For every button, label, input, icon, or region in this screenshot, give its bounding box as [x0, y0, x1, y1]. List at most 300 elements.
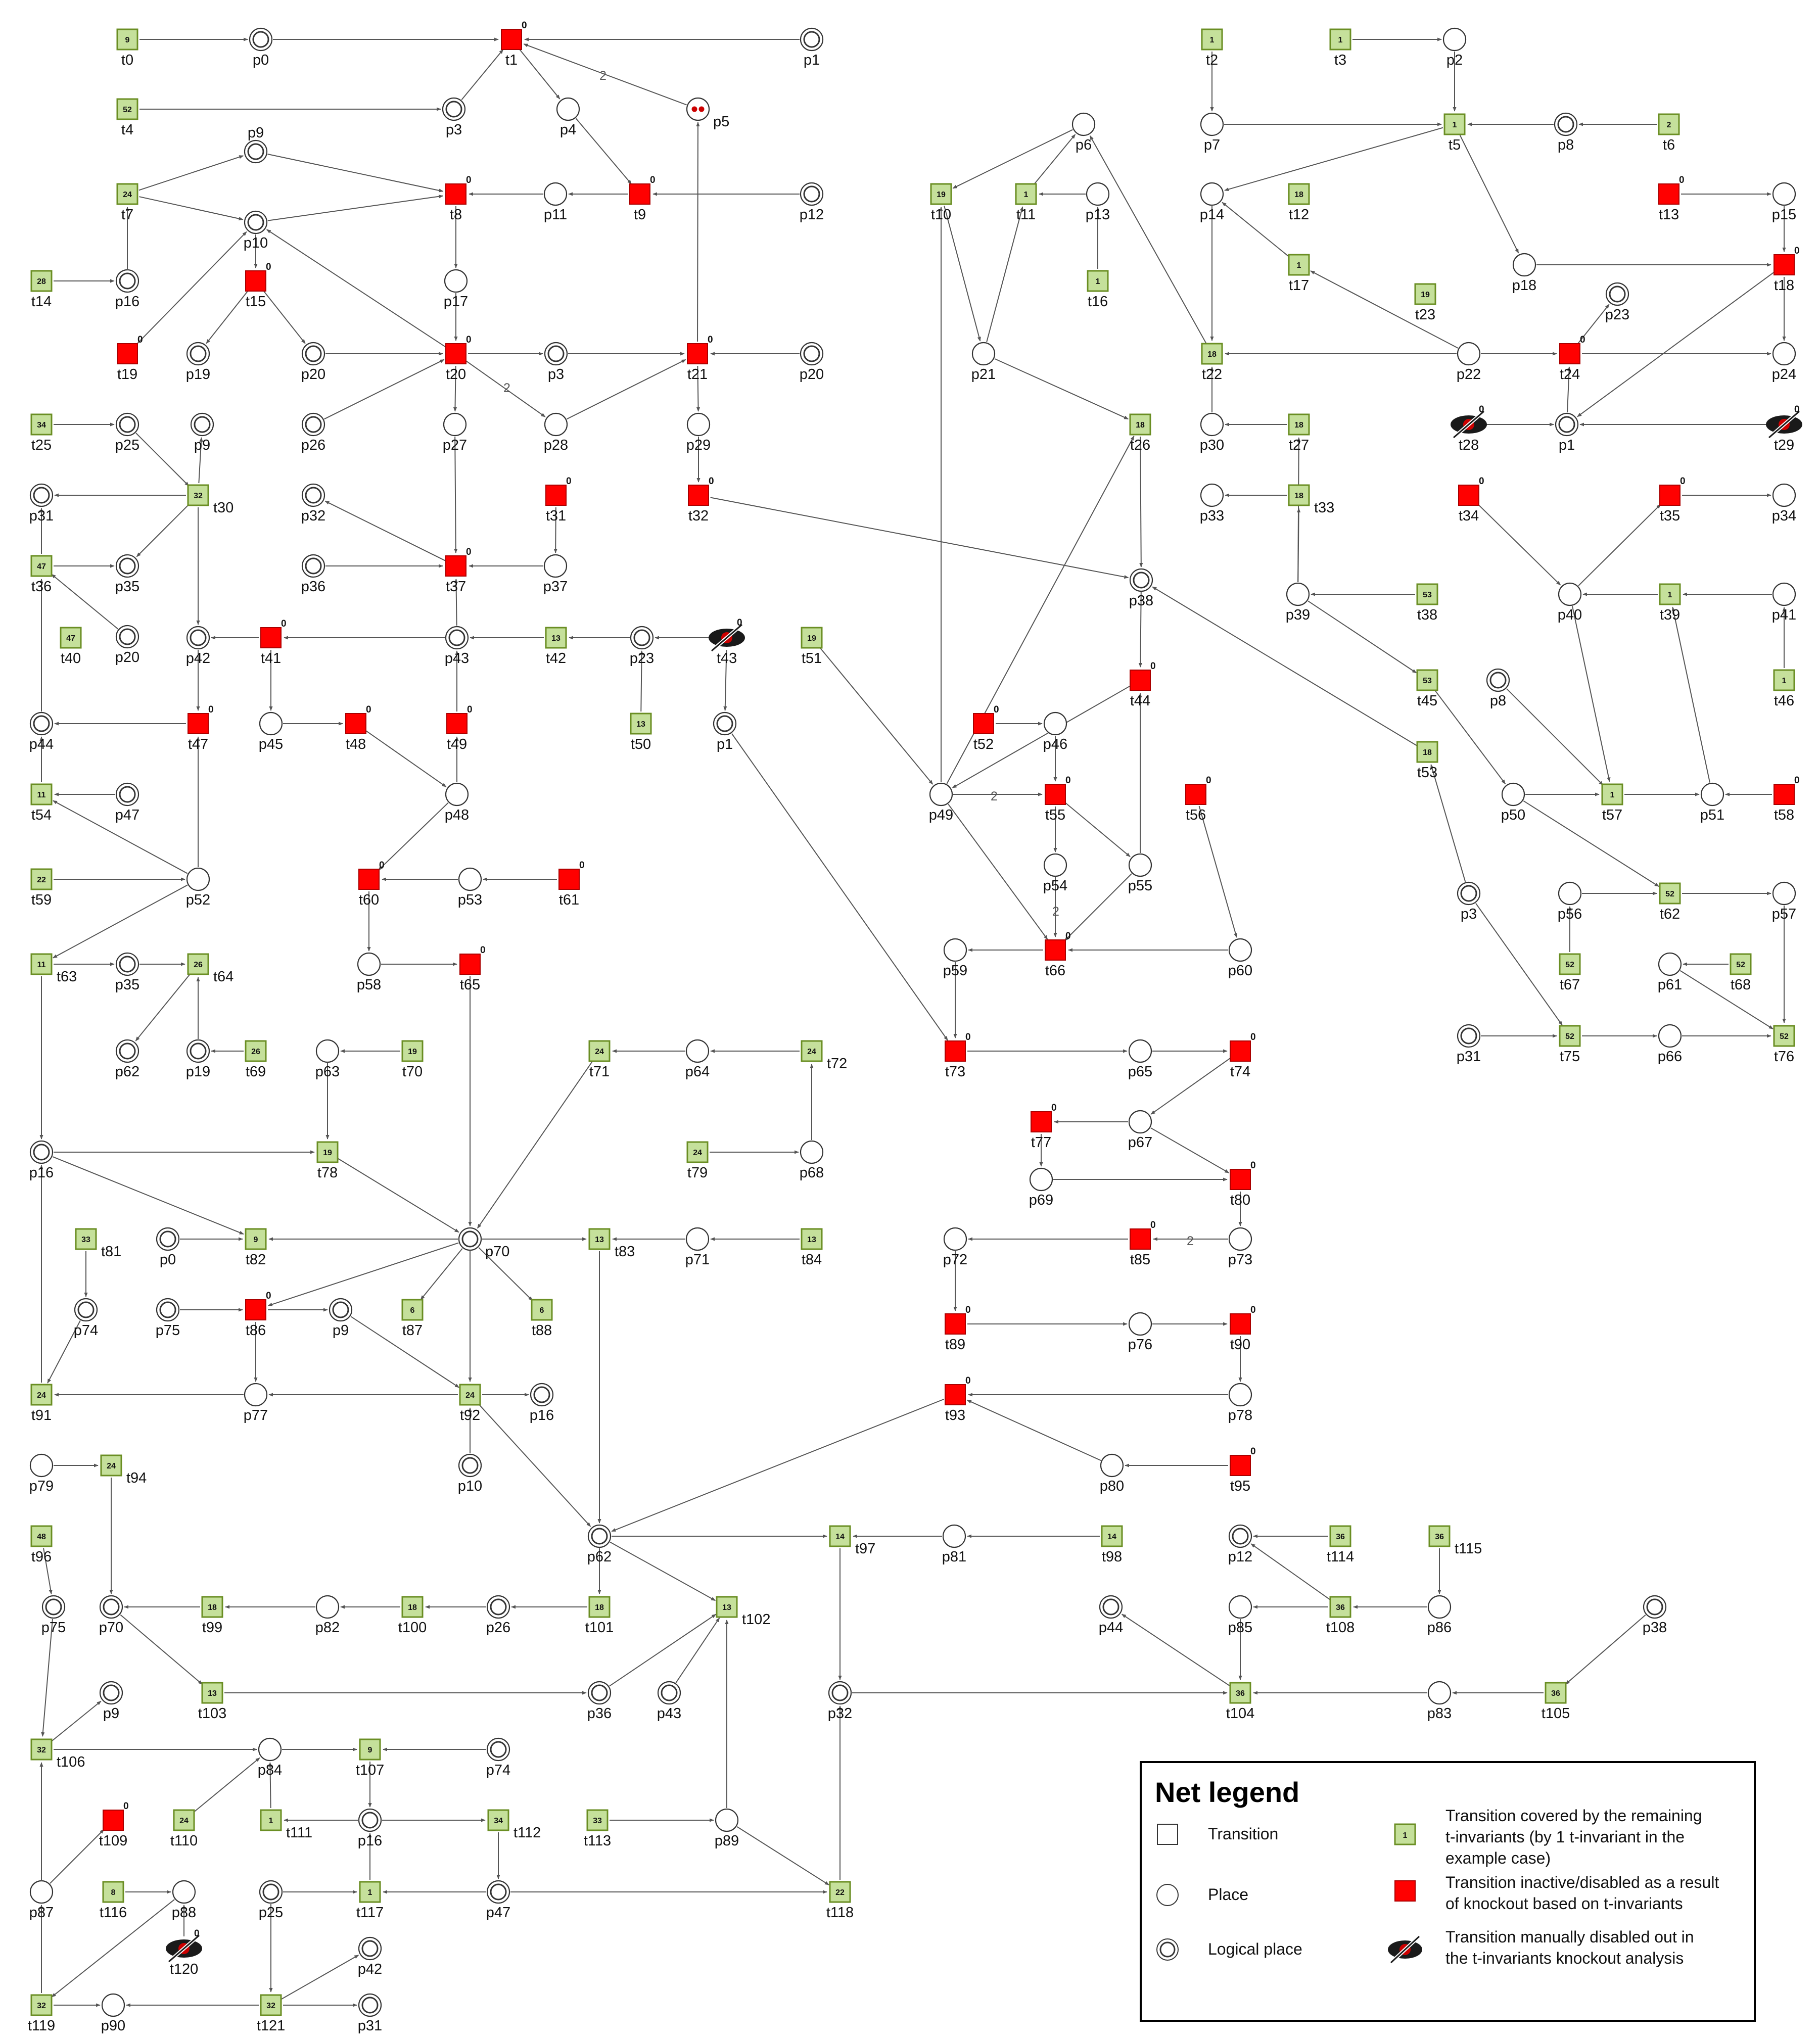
transition-inactive[interactable] — [446, 547, 472, 576]
place[interactable] — [1559, 882, 1581, 905]
invariant-count: 0 — [466, 175, 472, 185]
transition-covered[interactable] — [1330, 29, 1350, 50]
place[interactable] — [1443, 28, 1466, 51]
place[interactable] — [1129, 1313, 1151, 1335]
transition-covered[interactable] — [589, 1041, 610, 1061]
transition-covered[interactable] — [1659, 114, 1679, 134]
place[interactable] — [1201, 113, 1223, 135]
transition-covered[interactable] — [1330, 1526, 1350, 1546]
transition-inactive[interactable] — [1230, 1160, 1256, 1190]
logical-place[interactable] — [443, 98, 465, 120]
invariant-count: 13 — [551, 634, 561, 643]
transition-inactive[interactable] — [1130, 661, 1156, 690]
transition-inactive[interactable] — [446, 175, 472, 204]
logical-place[interactable] — [116, 953, 138, 975]
place[interactable] — [1773, 484, 1795, 506]
logical-place[interactable] — [359, 1937, 381, 1960]
transition-covered[interactable] — [117, 99, 137, 119]
invariant-count: 1 — [1667, 591, 1672, 599]
place[interactable] — [1659, 953, 1681, 975]
transition-covered[interactable] — [546, 628, 566, 648]
place[interactable] — [1458, 343, 1480, 365]
logical-place[interactable] — [260, 1881, 282, 1903]
place[interactable] — [1701, 783, 1723, 805]
transition-inactive[interactable] — [1230, 1032, 1256, 1061]
logical-place[interactable] — [487, 1738, 509, 1761]
transition-inactive[interactable] — [945, 1032, 971, 1061]
transition-covered[interactable] — [1731, 954, 1751, 974]
transition-covered[interactable] — [1202, 344, 1222, 364]
logical-place[interactable] — [302, 413, 324, 436]
transition-inactive[interactable] — [1230, 1305, 1256, 1334]
transition-inactive[interactable] — [1560, 335, 1585, 364]
transition-label: t59 — [31, 892, 52, 908]
place-label: p31 — [29, 508, 54, 524]
transition-inactive[interactable] — [546, 476, 572, 505]
invariant-count: 24 — [807, 1048, 816, 1056]
transition-covered[interactable] — [1602, 784, 1622, 804]
arc — [1152, 587, 1417, 745]
transition-covered[interactable] — [246, 1229, 266, 1249]
invariant-count: 48 — [37, 1533, 46, 1541]
logical-place[interactable] — [1606, 283, 1628, 305]
transition-covered[interactable] — [31, 784, 52, 804]
transition-covered[interactable] — [117, 29, 137, 50]
logical-place[interactable] — [187, 343, 209, 365]
logical-place[interactable] — [116, 626, 138, 648]
transition-inactive[interactable] — [973, 704, 999, 734]
transition-covered[interactable] — [360, 1739, 380, 1760]
place[interactable] — [459, 868, 481, 890]
transition-covered[interactable] — [1016, 184, 1036, 204]
transition-label: t113 — [583, 1833, 612, 1849]
place[interactable] — [1502, 783, 1524, 805]
transition-covered[interactable] — [1560, 1026, 1580, 1046]
transition-covered[interactable] — [1417, 584, 1437, 604]
transition-covered[interactable] — [1289, 414, 1309, 435]
transition-covered[interactable] — [1444, 114, 1465, 134]
logical-place[interactable] — [302, 555, 324, 577]
transition-covered[interactable] — [1330, 1597, 1350, 1617]
place[interactable] — [445, 270, 467, 292]
place-label: p34 — [1771, 508, 1797, 524]
transition-covered[interactable] — [31, 1385, 52, 1405]
transition-inactive[interactable] — [246, 1291, 271, 1320]
place[interactable] — [972, 343, 995, 365]
transition-covered[interactable] — [589, 1597, 610, 1617]
transition-covered[interactable] — [631, 714, 651, 734]
transition-inactive[interactable] — [1774, 775, 1800, 804]
transition-covered[interactable] — [1415, 284, 1435, 304]
transition-inactive[interactable] — [261, 619, 287, 648]
arc — [206, 291, 248, 344]
logical-place[interactable] — [116, 783, 138, 805]
transition-covered[interactable] — [1289, 255, 1309, 275]
place[interactable] — [1129, 854, 1151, 876]
logical-place[interactable] — [588, 1525, 611, 1547]
transition-disabled[interactable] — [1451, 404, 1487, 438]
place[interactable] — [1773, 343, 1795, 365]
transition-disabled[interactable] — [709, 618, 745, 651]
logical-place[interactable] — [801, 343, 823, 365]
transition-covered[interactable] — [1289, 184, 1309, 204]
place[interactable] — [1428, 1682, 1451, 1704]
transition-covered[interactable] — [1088, 271, 1108, 291]
transition-inactive[interactable] — [1186, 775, 1211, 804]
transition-covered[interactable] — [246, 1041, 266, 1061]
place[interactable] — [686, 1040, 709, 1062]
transition-covered[interactable] — [188, 954, 208, 974]
arc — [461, 50, 503, 100]
logical-place[interactable] — [1555, 113, 1577, 135]
transition-covered[interactable] — [174, 1810, 194, 1830]
place-label: p25 — [258, 1905, 284, 1921]
place-label: p62 — [115, 1064, 140, 1080]
transition-covered[interactable] — [488, 1810, 508, 1830]
place[interactable] — [1101, 1454, 1123, 1477]
arc — [366, 731, 446, 787]
transition-covered[interactable] — [532, 1300, 552, 1320]
transition-covered[interactable] — [1289, 485, 1309, 505]
place[interactable] — [259, 1738, 281, 1761]
place[interactable] — [1229, 1596, 1251, 1618]
logical-place[interactable] — [1644, 1596, 1666, 1618]
transition-inactive[interactable] — [945, 1375, 971, 1405]
logical-place[interactable] — [302, 484, 324, 506]
place-label: p17 — [443, 294, 469, 310]
transition-covered[interactable] — [1230, 1683, 1250, 1703]
place[interactable] — [1659, 1025, 1681, 1047]
logical-place[interactable] — [1458, 1025, 1480, 1047]
arc — [455, 437, 456, 553]
transition-label: t88 — [531, 1322, 552, 1339]
transition-inactive[interactable] — [630, 175, 656, 204]
place[interactable] — [1072, 113, 1095, 135]
place[interactable] — [943, 1525, 965, 1547]
transition-label: t12 — [1288, 207, 1310, 223]
token — [699, 107, 705, 112]
place[interactable] — [1201, 484, 1223, 506]
transition-covered[interactable] — [31, 1526, 52, 1546]
transition-inactive[interactable] — [346, 704, 371, 734]
transition-covered[interactable] — [460, 1385, 480, 1405]
transition-label: t13 — [1658, 207, 1679, 223]
transition-label: t118 — [826, 1905, 854, 1921]
place[interactable] — [173, 1881, 195, 1903]
transition-covered[interactable] — [261, 1995, 281, 2015]
logical-place[interactable] — [829, 1682, 851, 1704]
place[interactable] — [1229, 1384, 1251, 1406]
transition-covered[interactable] — [687, 1142, 708, 1162]
transition-inactive[interactable] — [246, 262, 271, 291]
transition-inactive[interactable] — [103, 1801, 129, 1830]
transition-inactive[interactable] — [687, 335, 713, 364]
place-label: p25 — [115, 437, 140, 453]
transition-covered[interactable] — [1429, 1526, 1450, 1546]
transition-inactive[interactable] — [188, 704, 214, 734]
transition-label: t45 — [1417, 693, 1438, 709]
place[interactable] — [1513, 254, 1535, 276]
logical-place[interactable] — [446, 627, 468, 649]
transition-covered[interactable] — [931, 184, 951, 204]
transition-covered[interactable] — [188, 485, 208, 505]
place[interactable] — [1030, 1168, 1052, 1191]
logical-place[interactable] — [250, 28, 272, 51]
transition-covered[interactable] — [31, 954, 52, 974]
transition-covered[interactable] — [1774, 670, 1794, 690]
logical-place[interactable] — [187, 1040, 209, 1062]
transition-covered[interactable] — [1660, 883, 1680, 904]
logical-place[interactable] — [1130, 569, 1152, 591]
place-label: p70 — [99, 1620, 124, 1636]
logical-place[interactable] — [545, 343, 567, 365]
place[interactable] — [1129, 1040, 1151, 1062]
invariant-count: 47 — [66, 634, 75, 643]
logical-place[interactable] — [302, 343, 324, 365]
transition-covered[interactable] — [360, 1882, 380, 1902]
logical-place[interactable] — [30, 1141, 53, 1163]
invariant-count: 24 — [465, 1391, 475, 1400]
logical-place[interactable] — [714, 713, 736, 735]
transition-disabled[interactable] — [1766, 404, 1802, 438]
place[interactable] — [1044, 854, 1066, 876]
logical-place[interactable] — [801, 183, 823, 205]
invariant-count: 1 — [1095, 277, 1100, 286]
logical-place[interactable] — [459, 1454, 481, 1477]
place[interactable] — [801, 1141, 823, 1163]
transition-inactive[interactable] — [117, 335, 143, 364]
logical-place[interactable] — [245, 211, 267, 233]
transition-covered[interactable] — [31, 869, 52, 889]
place[interactable] — [260, 713, 282, 735]
transition-covered[interactable] — [1202, 29, 1222, 50]
logical-place[interactable] — [42, 1596, 65, 1618]
transition-covered[interactable] — [31, 1995, 52, 2015]
place[interactable] — [187, 868, 209, 890]
transition-covered[interactable] — [103, 1882, 123, 1902]
transition-inactive[interactable] — [447, 704, 473, 734]
place[interactable] — [1773, 882, 1795, 905]
place[interactable] — [245, 1384, 267, 1406]
transition-covered[interactable] — [101, 1455, 121, 1476]
place[interactable] — [1044, 713, 1066, 735]
place[interactable] — [444, 413, 466, 436]
invariant-count: 1 — [1209, 36, 1215, 44]
transition-covered[interactable] — [587, 1810, 608, 1830]
arc — [948, 804, 1047, 939]
place[interactable] — [1428, 1596, 1451, 1618]
place[interactable] — [1773, 583, 1795, 605]
place-label: p83 — [1427, 1705, 1452, 1722]
logical-place[interactable] — [588, 1682, 611, 1704]
logical-place[interactable] — [75, 1299, 97, 1321]
place[interactable] — [1201, 183, 1223, 205]
invariant-count: 0 — [965, 1032, 971, 1042]
logical-place[interactable] — [359, 1994, 381, 2016]
logical-place[interactable] — [330, 1299, 352, 1321]
place-label: p67 — [1128, 1134, 1153, 1151]
transition-inactive[interactable] — [1230, 1446, 1256, 1476]
logical-place[interactable] — [30, 484, 53, 506]
logical-place[interactable] — [487, 1881, 509, 1903]
logical-place[interactable] — [658, 1682, 680, 1704]
invariant-count: 33 — [81, 1236, 90, 1244]
place[interactable] — [316, 1596, 339, 1618]
transition-covered[interactable] — [1417, 742, 1437, 762]
invariant-count: 0 — [1065, 931, 1071, 941]
invariant-count: 53 — [1423, 677, 1432, 685]
transition-inactive[interactable] — [359, 860, 385, 889]
invariant-count: 1 — [268, 1817, 273, 1825]
transition-covered[interactable] — [1102, 1526, 1122, 1546]
logical-place[interactable] — [116, 270, 138, 292]
invariant-count: 1 — [1610, 791, 1615, 799]
place[interactable] — [716, 1809, 738, 1831]
logical-place[interactable] — [1100, 1596, 1122, 1618]
place[interactable] — [446, 783, 468, 805]
transition-covered[interactable] — [317, 1142, 338, 1162]
transition-label: t5 — [1448, 137, 1461, 153]
transition-covered[interactable] — [1560, 954, 1580, 974]
logical-place[interactable] — [157, 1228, 179, 1250]
transition-covered[interactable] — [117, 184, 137, 204]
place[interactable] — [687, 413, 710, 436]
logical-place[interactable] — [187, 627, 209, 649]
transition-covered[interactable] — [402, 1041, 423, 1061]
transition-covered[interactable] — [31, 414, 52, 435]
logical-place[interactable] — [487, 1596, 509, 1618]
transition-covered[interactable] — [802, 1229, 822, 1249]
place[interactable] — [686, 1228, 709, 1250]
logical-place[interactable] — [801, 28, 823, 51]
logical-place[interactable] — [631, 627, 653, 649]
transition-covered[interactable] — [802, 1041, 822, 1061]
transition-inactive[interactable] — [1660, 476, 1686, 505]
logical-place[interactable] — [245, 140, 267, 163]
transition-covered[interactable] — [202, 1597, 222, 1617]
place[interactable] — [102, 1994, 124, 2016]
transition-inactive[interactable] — [688, 476, 714, 505]
place[interactable] — [1773, 183, 1795, 205]
place[interactable] — [30, 1454, 53, 1477]
logical-place[interactable] — [116, 555, 138, 577]
place[interactable] — [1287, 583, 1309, 605]
logical-place[interactable] — [1458, 882, 1480, 905]
transition-covered[interactable] — [402, 1300, 423, 1320]
transition-label: t90 — [1230, 1337, 1251, 1353]
invariant-count: 13 — [595, 1236, 604, 1244]
transition-inactive[interactable] — [460, 945, 486, 974]
place[interactable] — [316, 1040, 339, 1062]
place[interactable] — [544, 555, 567, 577]
transition-inactive[interactable] — [1045, 775, 1071, 804]
place[interactable] — [930, 783, 952, 805]
arc — [737, 1827, 829, 1885]
place[interactable] — [545, 413, 567, 436]
transition-inactive[interactable] — [1659, 175, 1685, 204]
logical-place[interactable] — [100, 1596, 122, 1618]
transition-covered[interactable] — [802, 628, 822, 648]
transition-covered[interactable] — [1417, 670, 1437, 690]
place[interactable] — [944, 939, 966, 961]
transition-covered[interactable] — [830, 1882, 850, 1902]
transition-covered[interactable] — [61, 628, 81, 648]
place[interactable] — [944, 1228, 966, 1250]
transition-inactive[interactable] — [446, 335, 472, 364]
transition-inactive[interactable] — [1130, 1220, 1156, 1249]
transition-inactive[interactable] — [501, 20, 527, 50]
logical-place[interactable] — [1487, 669, 1509, 691]
transition-covered[interactable] — [589, 1229, 610, 1249]
transition-label: t80 — [1230, 1192, 1251, 1208]
place[interactable] — [687, 98, 709, 120]
arc — [268, 196, 443, 221]
logical-place[interactable] — [191, 413, 213, 436]
logical-place[interactable] — [531, 1384, 553, 1406]
logical-place[interactable] — [1556, 413, 1578, 436]
place[interactable] — [1229, 1228, 1251, 1250]
transition-inactive[interactable] — [1459, 476, 1484, 505]
invariant-count: 9 — [367, 1746, 372, 1754]
logical-place[interactable] — [116, 413, 138, 436]
transition-inactive[interactable] — [945, 1305, 971, 1334]
disabled-eye-icon — [709, 625, 745, 651]
place[interactable] — [1129, 1111, 1151, 1133]
logical-place[interactable] — [30, 713, 53, 735]
transition-covered[interactable] — [1546, 1683, 1566, 1703]
place-label: p75 — [155, 1322, 180, 1339]
transition-covered[interactable] — [76, 1229, 96, 1249]
place[interactable] — [1201, 413, 1223, 436]
transition-label: t24 — [1559, 366, 1580, 383]
place[interactable] — [358, 953, 380, 975]
place[interactable] — [1087, 183, 1109, 205]
place[interactable] — [544, 183, 567, 205]
transition-covered[interactable] — [31, 271, 52, 291]
transition-covered[interactable] — [830, 1526, 850, 1546]
logical-place[interactable] — [1229, 1525, 1251, 1547]
transition-covered[interactable] — [1660, 584, 1680, 604]
transition-covered[interactable] — [261, 1810, 281, 1830]
invariant-count: 18 — [208, 1603, 217, 1612]
logical-place[interactable] — [459, 1228, 481, 1250]
invariant-count: 52 — [1736, 961, 1745, 969]
logical-place[interactable] — [157, 1299, 179, 1321]
transition-covered[interactable] — [31, 556, 52, 576]
transition-inactive[interactable] — [1031, 1103, 1057, 1132]
place[interactable] — [1229, 939, 1251, 961]
logical-place[interactable] — [359, 1809, 381, 1831]
place[interactable] — [1559, 583, 1581, 605]
invariant-count: 18 — [1294, 421, 1303, 430]
place-label: p0 — [159, 1252, 176, 1268]
transition-covered[interactable] — [1130, 414, 1150, 435]
transition-inactive[interactable] — [1045, 931, 1071, 960]
place-label: p1 — [716, 736, 733, 752]
transition-label: t17 — [1288, 277, 1310, 294]
transition-covered[interactable] — [717, 1597, 737, 1617]
transition-covered[interactable] — [402, 1597, 423, 1617]
place[interactable] — [30, 1881, 53, 1903]
transition-covered[interactable] — [31, 1739, 52, 1760]
logical-place[interactable] — [116, 1040, 138, 1062]
place[interactable] — [557, 98, 579, 120]
logical-place[interactable] — [100, 1682, 122, 1704]
transition-covered[interactable] — [1774, 1026, 1794, 1046]
transition-inactive[interactable] — [559, 860, 585, 889]
transition-inactive[interactable] — [1774, 246, 1800, 275]
transition-covered[interactable] — [202, 1683, 222, 1703]
